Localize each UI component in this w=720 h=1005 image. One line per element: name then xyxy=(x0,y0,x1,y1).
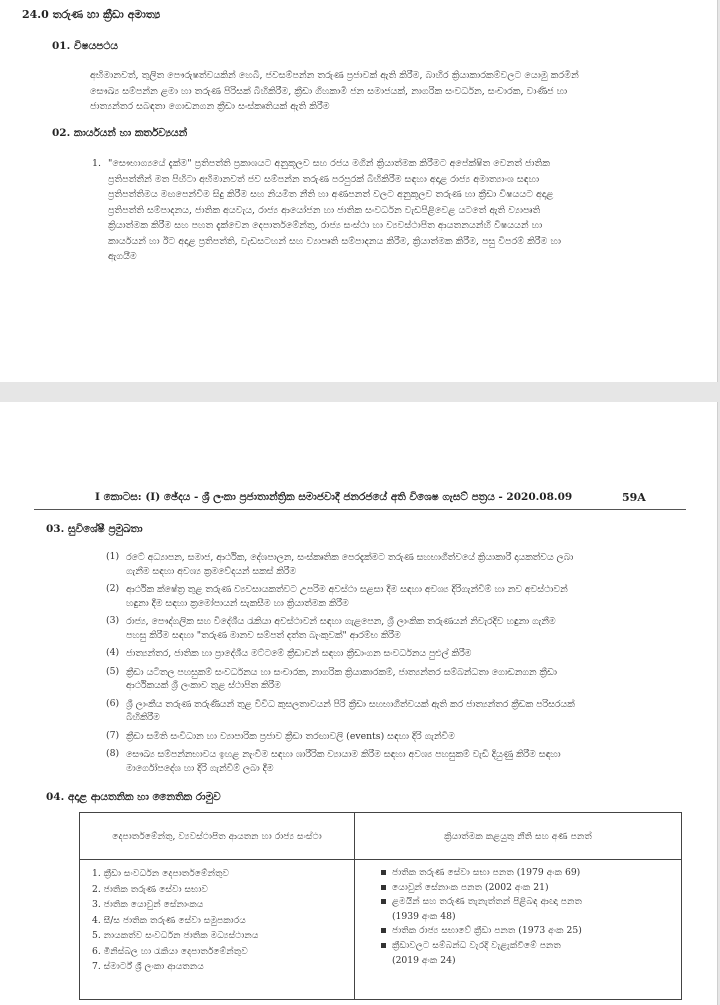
list-item xyxy=(106,551,686,578)
bullet-icon xyxy=(381,928,386,933)
text-line: හඳුනා දීම සඳහා ක්‍රමෝපායන් සැකසීම හා ක්‍රියාත්මක කිරීම xyxy=(126,597,349,609)
item-number: (8) xyxy=(106,748,120,759)
bullet-icon xyxy=(381,885,386,890)
table-row xyxy=(381,895,675,910)
table-header-institutions: දෙපාර්තමේන්තු, ව්‍යවස්ථාපිත ආයතන හා රාජ්‍ය සංස්ථා xyxy=(80,813,355,860)
text-line: සෞඛ්‍ය සම්පන්නභාවය ඉහළ නැංවීම සඳහා ශාරීරික ව්‍යායාම කිරීම සඳහා අවශ්‍ය පහසුකම් වැඩි දියුණු කිරීම සඳහා xyxy=(126,749,561,760)
text-line: ශ්‍රී ලාංකීය තරුණ තරුණියන් තුළ විවිධ කුසලතාවයන් පිරි ක්‍රීඩා සහභාගීත්වයක් ඇති කර ජාත්‍යන්තර ක්‍රීඩක පරිසරයක් xyxy=(126,698,575,710)
table-row: 2. ජාතික තරුණ සේවා සභාව xyxy=(92,883,209,895)
table-row xyxy=(381,881,675,896)
act-name: ළමයින් සහ තරුණ තැනැත්තන් පිළිබඳ ආඥා පනත xyxy=(392,896,582,908)
section-01-title: 01. විෂයපථය xyxy=(52,40,118,52)
act-year: (1939 අංක 48) xyxy=(392,910,456,922)
list-item xyxy=(106,748,686,775)
page-number: 59A xyxy=(622,491,646,504)
text-line: පහසු කිරීම සඳහා "තරුණ මානව සම්පත් දත්ත බැංකුවක්" ආරම්භ කිරීම xyxy=(126,629,401,641)
item-number: (3) xyxy=(106,615,120,626)
text-line: රටේ අධ්‍යාපන, සමාජ, ආර්ථික, දේශපාලන, සංස්කෘතික පෙරදැක්මට තරුණ සහභාගීත්වයේ ක්‍රියාකාරී දායකත්වය ලබා xyxy=(126,552,574,563)
item-number: (2) xyxy=(106,583,120,594)
text-line: ජාත්‍යන්තර සබඳතා ගොඩනගන ක්‍රීඩා සංස්කෘතියක් ඇති කිරීම xyxy=(90,101,330,112)
text-line: ක්‍රීඩා යටිතල පහසුකම් සංවර්ධනය හා සංචාරක, නාගරික ක්‍රියාකාරකම්, ජාත්‍යන්තර සම්බන්ධතා ගොඩනගන ක්‍රීඩා xyxy=(126,666,557,678)
table-row: 6. මිනිස්බල හා රැකියා දෙපාර්තමේන්තුව xyxy=(92,945,248,957)
text-line: ආර්ථිකයක් ශ්‍රී ලංකාව තුළ ස්ථාපිත කිරීම xyxy=(126,680,281,691)
text-line: කාර්යයන් හා ඊට අදාළ ප්‍රතිපත්ති, වැඩසටහන් සහ ව්‍යාපෘති සම්පාදනය කිරීම, ක්‍රියාත්මක කිරීම, පසු විපරම් කිරීම හා xyxy=(108,235,561,247)
section-02-body xyxy=(108,156,561,265)
institutional-framework-table xyxy=(79,812,682,1000)
section-02-title: 02. කාර්යයන් හා කර්තව්‍යයන් xyxy=(52,127,188,139)
text-line: සෞඛ්‍ය සම්පන්න ළමා හා තරුණ පිරිසක් බිහිකිරීම, ක්‍රීඩා ගිහකාමී ජන සමාජයක්, නාගරික සංවර්ධන, සංචාරක, වාණිජ හා xyxy=(90,85,568,97)
item-number: (4) xyxy=(106,647,120,658)
bullet-icon xyxy=(381,870,386,875)
text-line: රාජ්‍ය, පෞද්ගලික සහ විදේශීය රැකියා අවස්ථාවන් සඳහා ගැළපෙන, ශ්‍රී ලාංකික තරුණයන් නිවැරදිව හඳුනා ගැනීම xyxy=(126,616,556,627)
item-number: (7) xyxy=(106,729,120,741)
bullet-icon xyxy=(381,943,386,948)
item-number: (6) xyxy=(106,697,120,709)
text-line: ගැනීම සඳහා අවශ්‍ය ක්‍රමවේදයන් සකස් කිරීම xyxy=(126,565,297,577)
act-name: ජාතික තරුණ සේවා සභා පනත (1979 අංක 69) xyxy=(392,867,581,878)
table-row xyxy=(381,939,675,954)
gazette-header: I කොටස: (I) ඡේදය - ශ්‍රී ලංකා ප්‍රජාතාන්ත්‍රික සමාජවාදී ජනරජයේ අති විශෙෂ ගැසට් පත්‍රය - 2020.08.09 xyxy=(95,491,573,503)
table-row: 5. නායකත්ව සංවර්ධන ජාතික මධ්‍යස්ථානය xyxy=(92,930,259,941)
table-row: 3. ජාතික යොවුන් සේනාංකය xyxy=(92,899,204,910)
section-04-title: 04. අදාළ ආයතනික හා නෛතික රාමුව xyxy=(46,791,221,803)
text-line: අභිමානවත්, තුලිත පෞරුෂත්වයකින් හෙබි, ජවසම්පන්න තරුණ ප්‍රජාවක් ඇති කිරීම, බාහිර ක්‍රියාකාරකම්වලට යොමු කරමින් xyxy=(90,70,579,81)
text-line: ක්‍රියාත්මක කිරීම සහ පහත දැක්වෙන දෙපාර්තමේන්තු, රාජ්‍ය සංස්ථා හා ව්‍යවස්ථාපිත ආයතනයන්හි විෂයයන් හා xyxy=(108,220,543,231)
table-row: 1. ක්‍රීඩා සංවර්ධන දෙපාර්තමේන්තුව xyxy=(92,868,230,879)
item-number: (5) xyxy=(106,665,120,677)
text-line: ප්‍රතිපත්තීන් මත පිහිටා අභිමානවත් ජව සම්පන්න තරුණ පරපුරක් බිහිකිරීම සඳහා අදාළ රාජ්‍ය අමාත්‍යාංශ සඳහා xyxy=(108,173,540,185)
act-year: (2019 අංක 24) xyxy=(392,954,456,966)
document-page-1 xyxy=(0,0,718,382)
text-line: ප්‍රතිපත්තිමය මඟපෙන්වීම සිදු කිරීම සහ නියමිත නීති හා අණපනත් වලට අනුකූලව තරුණ හා ක්‍රීඩා විෂයයට අදාළ xyxy=(108,189,554,200)
list-item xyxy=(106,698,686,725)
priorities-list xyxy=(106,551,686,780)
list-item xyxy=(106,666,686,693)
table-header-acts: ක්‍රියාත්මක කළයුතු නීති සහ අණ පනත් xyxy=(355,813,682,860)
bullet-icon xyxy=(381,899,386,904)
document-page-2 xyxy=(0,402,718,1005)
acts-cell xyxy=(355,860,682,1000)
act-name: ජාතික රාජ්‍ය සභාවේ ක්‍රීඩා පනත (1973 අංක 25) xyxy=(392,925,582,937)
section-03-title: 03. සුවිශේෂී ප්‍රමුඛතා xyxy=(46,523,143,535)
list-item xyxy=(106,583,686,610)
act-name: යොවුන් සේනාංක පනත (2002 අංක 21) xyxy=(392,881,549,893)
table-row: 4. සී/ස ජාතික තරුණ සේවා සමුපකාරය xyxy=(92,914,246,926)
list-item xyxy=(106,647,686,661)
text-line: ඇගයීම xyxy=(108,251,137,262)
text-line: ජාත්‍යන්තර, ජාතික හා ප්‍රාදේශීය මට්ටමේ ක්‍රීඩාවන් සඳහා ක්‍රීඩාංගන සංවර්ධනය පුළුල් කිරීම xyxy=(126,648,472,659)
text-line: ප්‍රතිපත්ති සම්පාදනය, ජාතික අයවැය, රාජ්‍ය ආයෝජන හා ජාතික සංවර්ධන වැඩපිළිවෙළ යටතේ ඇති ව්‍යාපෘති xyxy=(108,204,541,216)
text-line: ක්‍රීඩා සමිති සංවිධාන හා ව්‍යාපාරික ප්‍රජාව ක්‍රීඩා තරඟාවලි (events) සඳහා දිරි ගැන්වීම xyxy=(126,730,455,742)
table-row: 7. ස්මාර්ට් ශ්‍රී ලංකා ආයතනය xyxy=(92,961,204,972)
list-item xyxy=(106,615,686,642)
text-line: "සෞභාග්‍යයේ දැක්ම" ප්‍රතිපත්ති ප්‍රකාශයට අනුකූලව සහ රජය මගින් ක්‍රියාත්මක කිරීමට අපේක්ෂිත වෙනත් ජාතික xyxy=(108,158,550,169)
institutions-cell xyxy=(80,860,355,1000)
section-01-body xyxy=(90,68,579,115)
act-name: ක්‍රීඩාවලට සම්බන්ධ වැරදි වැළැක්වීමේ පනත xyxy=(392,939,561,951)
text-line: මාර්ගෝපදේශ හා දිරි ගැන්වීම් ලබා දීම xyxy=(126,762,274,774)
item-number: (1) xyxy=(106,551,120,562)
text-line: බිහිකිරීම xyxy=(126,712,160,723)
table-row xyxy=(381,866,675,881)
header-divider xyxy=(34,509,686,510)
list-item-number: 1. xyxy=(92,158,102,169)
text-line: ආර්ථික ක්ෂේත්‍ර තුළ තරුණ ව්‍යවසායකත්වට උපරිම අවස්ථා සළසා දීම සඳහා අවශ්‍ය දිරිගැන්වීම් හා නව අවස්ථාවන් xyxy=(126,584,568,595)
list-item xyxy=(106,730,686,744)
ministry-heading: 24.0 තරුණ හා ක්‍රීඩා අමාත්‍ය xyxy=(22,8,161,21)
table-row xyxy=(381,924,675,939)
